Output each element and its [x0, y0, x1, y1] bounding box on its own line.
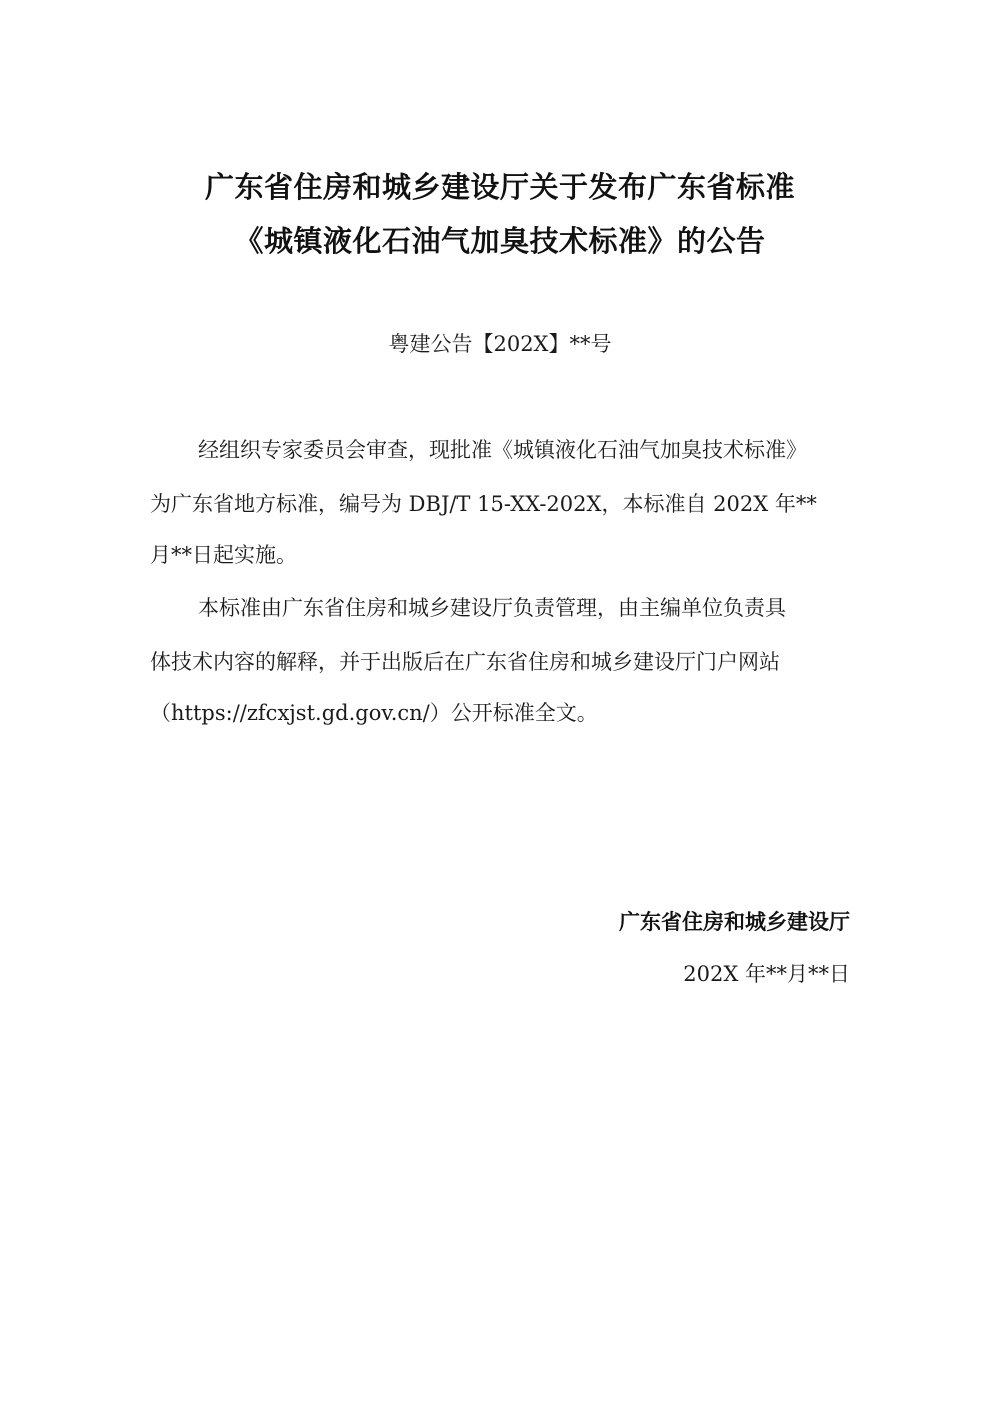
document-title-line-1: 广东省住房和城乡建设厅关于发布广东省标准	[204, 170, 795, 204]
document-title-line-2: 《城镇液化石油气加臭技术标准》的公告	[234, 224, 766, 258]
paragraph-line: 体技术内容的解释，并于出版后在广东省住房和城乡建设厅门户网站	[150, 650, 780, 674]
paragraph-line: 为广东省地方标准，编号为 DBJ/T 15-XX-202X，本标准自 202X 年**	[150, 492, 817, 516]
signature-date: 202X 年**月**日	[683, 962, 850, 986]
paragraph-line-with-url: （https://zfcxjst.gd.gov.cn/）公开标准全文。	[150, 701, 598, 725]
document-number: 粤建公告【202X】**号	[388, 332, 612, 356]
paragraph-line: 本标准由广东省住房和城乡建设厅负责管理，由主编单位负责具	[198, 596, 786, 620]
paragraph-line: 经组织专家委员会审查，现批准《城镇液化石油气加臭技术标准》	[198, 438, 807, 462]
paragraph-line: 月**日起实施。	[150, 543, 297, 567]
signature-organization: 广东省住房和城乡建设厅	[619, 910, 850, 934]
